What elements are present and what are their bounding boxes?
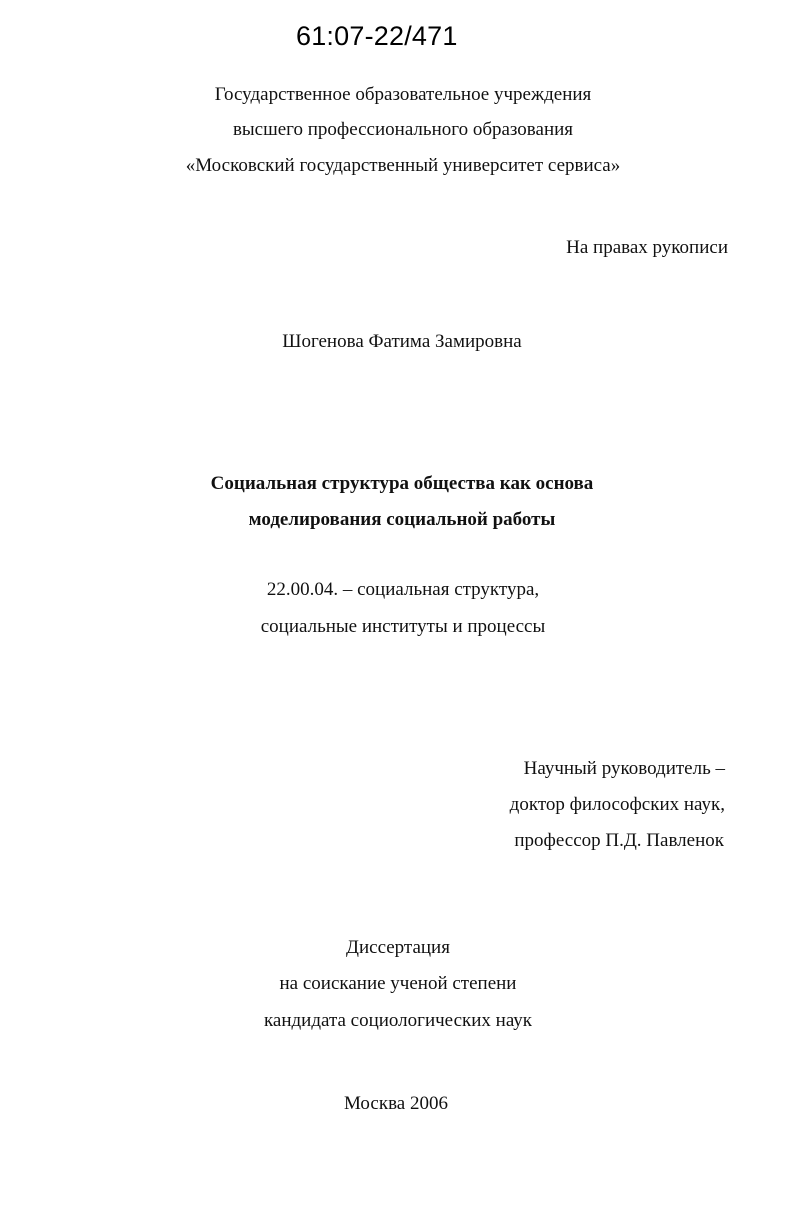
institution-line-3: «Московский государственный университет сервиса» — [185, 155, 621, 176]
title-line-1: Социальная структура общества как основа — [210, 473, 594, 494]
manuscript-note: На правах рукописи — [566, 237, 728, 258]
place-year: Москва 2006 — [344, 1093, 448, 1114]
title-line-2: моделирования социальной работы — [248, 509, 556, 530]
dissertation-line-1: Диссертация — [346, 937, 450, 958]
supervisor-line-1: Научный руководитель – — [523, 758, 725, 779]
institution-line-2: высшего профессионального образования — [232, 119, 574, 140]
supervisor-line-2: доктор философских наук, — [509, 794, 725, 815]
specialty-line-1: 22.00.04. – социальная структура, — [266, 579, 540, 600]
dissertation-line-3: кандидата социологических наук — [263, 1010, 533, 1031]
author-name: Шогенова Фатима Замировна — [282, 331, 522, 352]
institution-line-1: Государственное образовательное учреждения — [214, 84, 592, 105]
archive-code: 61:07-22/471 — [296, 21, 458, 51]
dissertation-line-2: на соискание ученой степени — [279, 973, 517, 994]
supervisor-line-3: профессор П.Д. Павленок — [514, 830, 724, 851]
specialty-line-2: социальные институты и процессы — [260, 616, 546, 637]
